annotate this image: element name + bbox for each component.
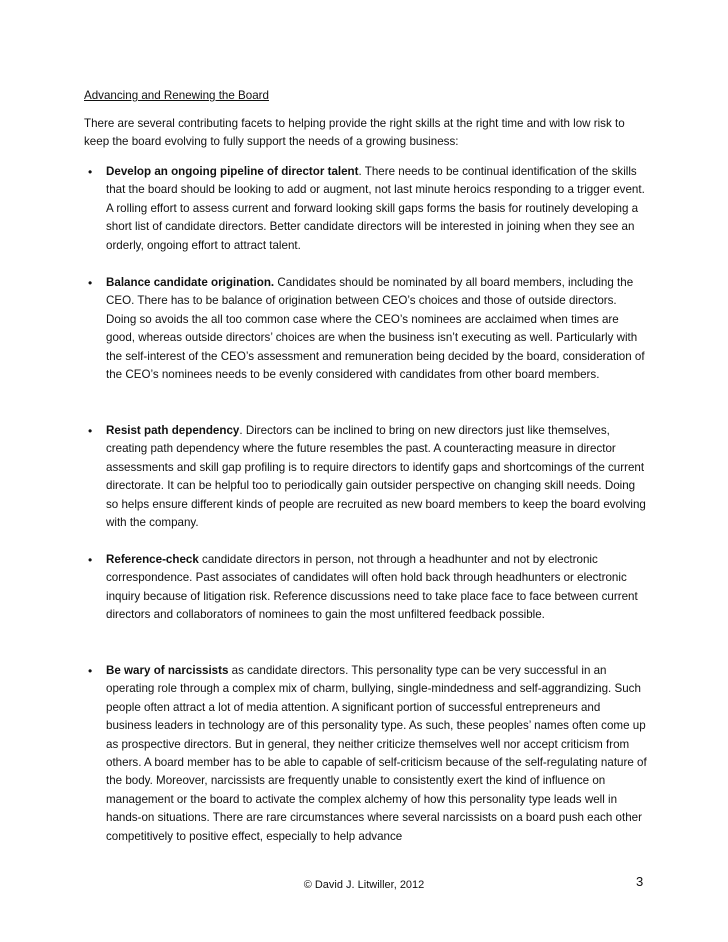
bullet-text: . Directors can be inclined to bring on new directors just like themselves, creating path dependency where the future resembles the past. A counteracting measure in director assessments and skill gap profiling is to require directors to identify gaps and shortcomings of the current directorate. It can be helpful too to periodically gain outsider perspective on changing skill needs. Doing so helps ensure different kinds of people are recruited as new board members to keep the board evolving with the company. (106, 424, 646, 530)
bullet-icon: • (88, 553, 93, 567)
intro-paragraph: There are several contributing facets to helping provide the right skills at the right time and with low risk to keep the board evolving to fully support the needs of a growing business: (84, 117, 625, 149)
bullet-icon: • (88, 165, 93, 179)
bullet-text: . There needs to be continual identification of the skills that the board should be looking to add or augment, not last minute heroics responding to a trigger event. A rolling effort to assess current and forward looking skill gaps forms the basis for routinely developing a short list of candidate directors. Better candidate directors will be interested in joining when they see an orderly, ongoing effort to attract talent. (106, 165, 645, 252)
bullet-body (106, 274, 648, 384)
bullet-text: as candidate directors. This personality type can be very successful in an operating role through a complex mix of charm, bullying, single-mindedness and self-aggrandizing. Such people often attract a lot of media attention. A significant portion of successful entrepreneurs and business leaders in technology are of this personality type. As such, these peoples’ names often come up as prospective directors. But in general, they neither criticize themselves well nor accept criticism from others. A board member has to be able to capable of self-criticism because of the self-regulating nature of the body. Moreover, narcissists are frequently unable to consistently exert the kind of influence on management or the board to activate the complex alchemy of how this personality type leads well in hands-on situations. There are rare circumstances where several narcissists on a board push each other competitively to positive effect, especially to help advance (106, 664, 647, 843)
footer-copyright: © David J. Litwiller, 2012 (303, 879, 425, 891)
bullet-body (106, 551, 648, 625)
bullet-item-pipeline (84, 163, 648, 255)
page-number: 3 (636, 874, 644, 889)
bullet-body (106, 662, 648, 846)
bullet-icon: • (88, 424, 93, 438)
bullet-item-path-dependency (84, 422, 648, 532)
bullet-lead: Reference-check (106, 553, 199, 566)
bullet-lead: Be wary of narcissists (106, 664, 229, 677)
bullet-lead: Resist path dependency (106, 424, 240, 437)
bullet-lead: Develop an ongoing pipeline of director talent (106, 165, 359, 178)
bullet-item-narcissists (84, 662, 648, 846)
section-heading: Advancing and Renewing the Board (84, 89, 269, 102)
bullet-body (106, 163, 648, 255)
bullet-lead: Balance candidate origination. (106, 276, 275, 289)
bullet-text: candidate directors in person, not through a headhunter and not by electronic correspondence. Past associates of candidates will often hold back through headhunters or electronic inquiry because of litigation risk. Reference discussions need to take place face to face between current directors and collaborators of nominees to gain the most unfiltered feedback possible. (106, 553, 638, 622)
bullet-icon: • (88, 664, 93, 678)
bullet-item-reference-check (84, 551, 648, 625)
bullet-body (106, 422, 648, 532)
bullet-text: Candidates should be nominated by all board members, including the CEO. There has to be balance of origination between CEO’s choices and those of outside directors. Doing so avoids the all too common case where the CEO’s nominees are acclaimed when times are good, whereas outside directors’ choices are when the business isn’t executing as well. Particularly with the self-interest of the CEO’s assessment and remuneration being decided by the board, consideration of the CEO’s nominees needs to be evenly considered with candidates from other board members. (106, 276, 645, 382)
bullet-item-balance (84, 274, 648, 384)
bullet-icon: • (88, 276, 93, 290)
